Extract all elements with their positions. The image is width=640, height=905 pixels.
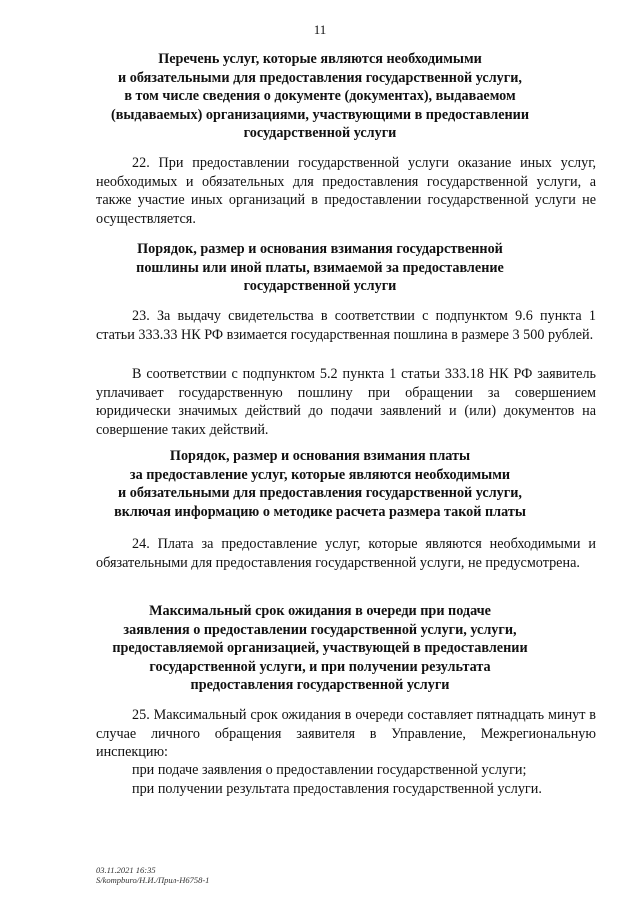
heading-line: в том числе сведения о документе (документах), выдаваемом: [124, 88, 516, 104]
heading-line: государственной услуги: [243, 125, 397, 141]
paragraph-25: [96, 706, 596, 762]
paragraph-text: 24. Плата за предоставление услуг, которые являются необходимыми и обязательными для предоставления государственной услуги, не предусмотрена.: [96, 536, 596, 571]
paragraph-23: [96, 307, 596, 344]
heading-line: (выдаваемых) организациями, участвующими в предоставлении: [110, 106, 530, 123]
heading-line: и обязательными для предоставления государственной услуги,: [118, 485, 522, 501]
paragraph-25-item-2: [96, 780, 596, 799]
paragraph-text: при получении результата предоставления государственной услуги.: [132, 781, 542, 797]
paragraph-text: 22. При предоставлении государственной услуги оказание иных услуг, необходимых и обязательных для предоставления государственной услуги, а также участие иных организаций в предоставлении государственной услуги не осуществляется.: [96, 155, 596, 227]
section-heading-services: [90, 50, 550, 143]
heading-line: заявления о предоставлении государственной услуги, услуги,: [123, 621, 517, 638]
paragraph-24: [96, 535, 596, 572]
heading-line: и обязательными для предоставления государственной услуги,: [118, 69, 522, 86]
heading-line: пошлины или иной платы, взимаемой за предоставление: [136, 259, 504, 276]
heading-line: за предоставление услуг, которые являются необходимыми: [129, 466, 511, 483]
heading-line: включая информацию о методике расчета размера такой платы: [114, 503, 526, 520]
paragraph-text: при подаче заявления о предоставлении государственной услуги;: [132, 762, 527, 778]
heading-line: Максимальный срок ожидания в очереди при подаче: [149, 603, 491, 619]
section-heading-queue: [90, 602, 550, 695]
paragraph-text: 25. Максимальный срок ожидания в очереди составляет пятнадцать минут в случае личного обращения заявителя в Управление, Межрегиональную инспекцию:: [96, 707, 596, 760]
section-heading-fee: [90, 240, 550, 296]
heading-line: государственной услуги, и при получении результата: [149, 658, 491, 675]
page-number: 11: [313, 22, 327, 37]
footer-file-path: S/kompburo/Н.И./Прил-Н6758-1: [96, 875, 210, 885]
heading-line: Порядок, размер и основания взимания платы: [169, 448, 471, 464]
document-footer: [96, 865, 209, 885]
heading-line: предоставления государственной услуги: [190, 677, 450, 693]
heading-line: государственной услуги: [243, 278, 397, 294]
heading-line: Перечень услуг, которые являются необходимыми: [158, 51, 482, 67]
paragraph-text: 23. За выдачу свидетельства в соответствии с подпунктом 9.6 пункта 1 статьи 333.33 НК РФ взимается государственная пошлина в размере 3 500 рублей.: [96, 308, 596, 343]
paragraph-text: В соответствии с подпунктом 5.2 пункта 1 статьи 333.18 НК РФ заявитель уплачивает государственную пошлину при обращении за совершением юридически значимых действий до подачи заявлений и (или) документов на совершение таких действий.: [96, 366, 596, 438]
paragraph-22: [96, 154, 596, 228]
footer-timestamp: 03.11.2021 16:35: [96, 865, 156, 875]
paragraph-25-item-1: [96, 761, 596, 780]
paragraph-23-continued: [96, 365, 596, 439]
heading-line: предоставляемой организацией, участвующей в предоставлении: [112, 640, 528, 656]
section-heading-payment: [90, 447, 550, 521]
heading-line: Порядок, размер и основания взимания государственной: [137, 241, 503, 257]
